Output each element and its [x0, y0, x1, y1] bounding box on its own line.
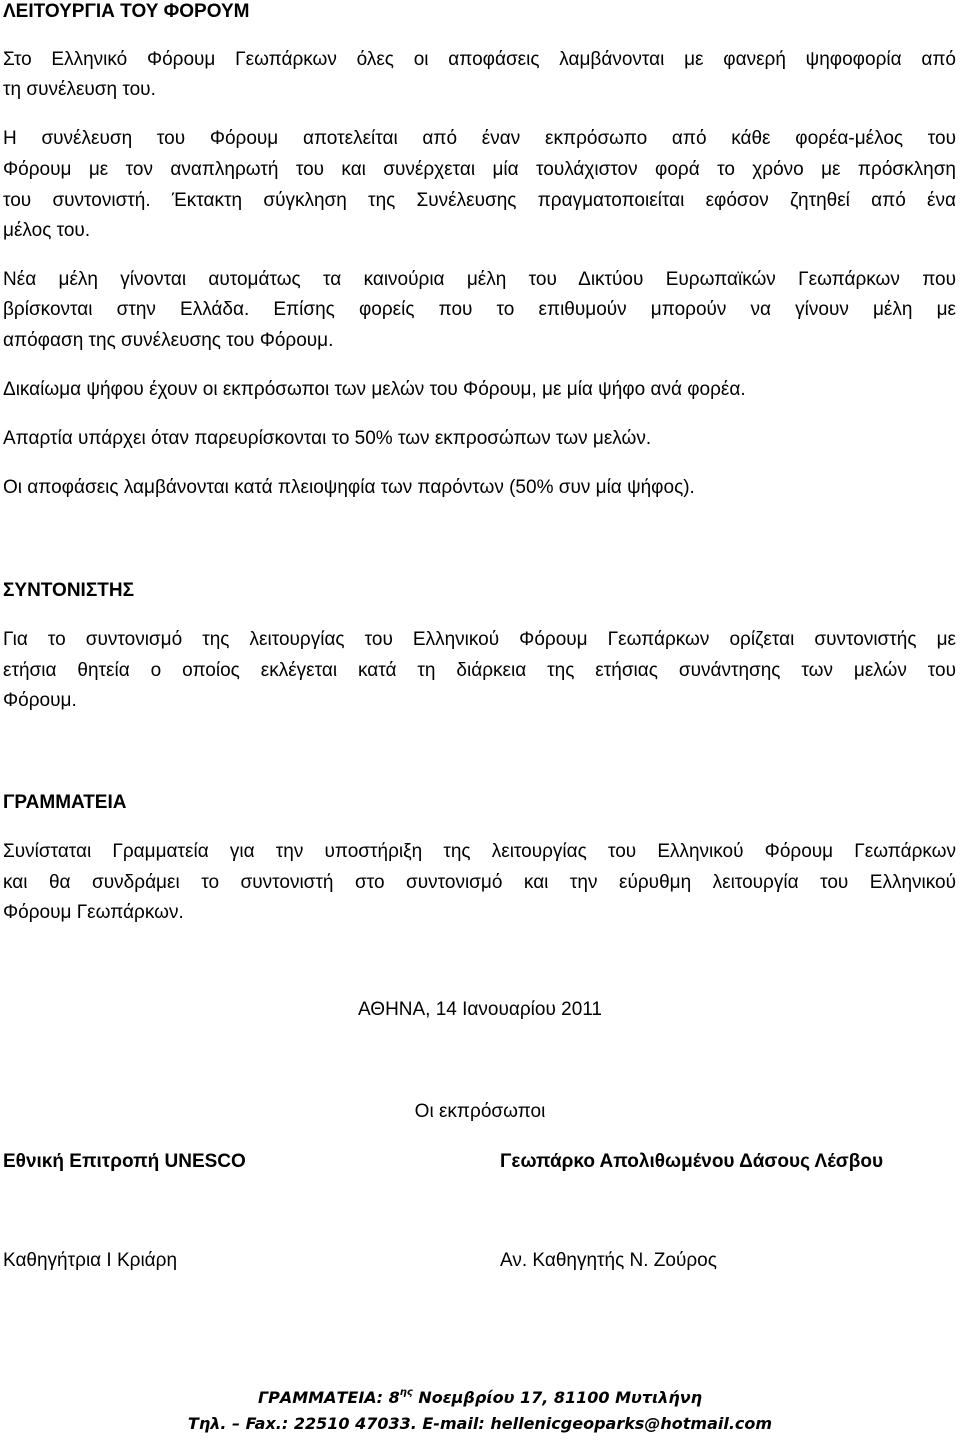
- paragraph-quorum: Απαρτία υπάρχει όταν παρευρίσκονται το 50% των εκπροσώπων των μελών.: [3, 428, 652, 449]
- section-heading-secretariat: ΓΡΑΜΜΑΤΕΙΑ: [3, 792, 127, 813]
- footer-address-prefix: ΓΡΑΜΜΑΤΕΙΑ: 8: [257, 1388, 400, 1407]
- representatives-label: Οι εκπρόσωποι: [414, 1101, 546, 1122]
- footer-address-suffix: Νοεμβρίου 17, 81100 Μυτιλήνη: [412, 1388, 703, 1407]
- signatory-person-left: Καθηγήτρια Ι Κριάρη: [3, 1250, 178, 1271]
- signatory-org-right: Γεωπάρκο Απολιθωμένου Δάσους Λέσβου: [500, 1151, 884, 1172]
- signatory-org-left: Εθνική Επιτροπή UNESCO: [3, 1151, 246, 1172]
- paragraph-line: Νέα μέλη γίνονται αυτομάτως τα καινούρια μέλη του Δικτύου Ευρωπαϊκών Γεωπάρκων που: [3, 269, 956, 290]
- paragraph-line: Φόρουμ Γεωπάρκων.: [3, 902, 184, 923]
- date-place: ΑΘΗΝΑ, 14 Ιανουαρίου 2011: [358, 999, 602, 1020]
- section-heading-functioning: ΛΕΙΤΟΥΡΓΙΑ ΤΟΥ ΦΟΡΟΥΜ: [3, 1, 250, 22]
- paragraph-line: μέλος του.: [3, 220, 91, 241]
- paragraph-line: τη συνέλευση του.: [3, 79, 156, 100]
- paragraph-voting-rights: Δικαίωμα ψήφου έχουν οι εκπρόσωποι των μελών του Φόρουμ, με μία ψήφο ανά φορέα.: [3, 379, 746, 400]
- section-heading-coordinator: ΣΥΝΤΟΝΙΣΤΗΣ: [3, 580, 134, 601]
- paragraph-line: Για το συντονισμό της λειτουργίας του Ελληνικού Φόρουμ Γεωπάρκων ορίζεται συντονιστής με: [3, 629, 956, 650]
- paragraph-line: ετήσια θητεία ο οποίος εκλέγεται κατά τη διάρκεια της ετήσιας συνάντησης των μελών του: [3, 660, 956, 681]
- paragraph-line: Συνίσταται Γραμματεία για την υποστήριξη της λειτουργίας του Ελληνικού Φόρουμ Γεωπάρκων: [3, 841, 956, 862]
- paragraph-line: Φόρουμ με τον αναπληρωτή του και συνέρχεται μία τουλάχιστον φορά το χρόνο με πρόσκληση: [3, 159, 956, 180]
- paragraph-line: απόφαση της συνέλευσης του Φόρουμ.: [3, 330, 334, 351]
- paragraph-line: του συντονιστή. Έκτακτη σύγκληση της Συνέλευσης πραγματοποιείται εφόσον ζητηθεί από ένα: [3, 190, 956, 211]
- paragraph-line: βρίσκονται στην Ελλάδα. Επίσης φορείς που το επιθυμούν μπορούν να γίνουν μέλη με: [3, 299, 956, 320]
- paragraph-line: και θα συνδράμει το συντονιστή στο συντονισμό και την εύρυθμη λειτουργία του Ελληνικού: [3, 872, 956, 893]
- paragraph-line: Στο Ελληνικό Φόρουμ Γεωπάρκων όλες οι αποφάσεις λαμβάνονται με φανερή ψηφοφορία από: [3, 49, 956, 70]
- signatory-person-right: Αν. Καθηγητής Ν. Ζούρος: [500, 1250, 717, 1271]
- footer-address: [0, 1388, 960, 1408]
- paragraph-line: Η συνέλευση του Φόρουμ αποτελείται από έναν εκπρόσωπο από κάθε φορέα-μέλος του: [3, 128, 956, 149]
- paragraph-line: Φόρουμ.: [3, 690, 77, 711]
- paragraph-majority: Οι αποφάσεις λαμβάνονται κατά πλειοψηφία των παρόντων (50% συν μία ψήφος).: [3, 477, 695, 498]
- footer-contact: Τηλ. – Fax.: 22510 47033. E-mail: hellenicgeoparks@hotmail.com: [187, 1414, 773, 1433]
- footer-ordinal-suffix: ης: [399, 1387, 413, 1398]
